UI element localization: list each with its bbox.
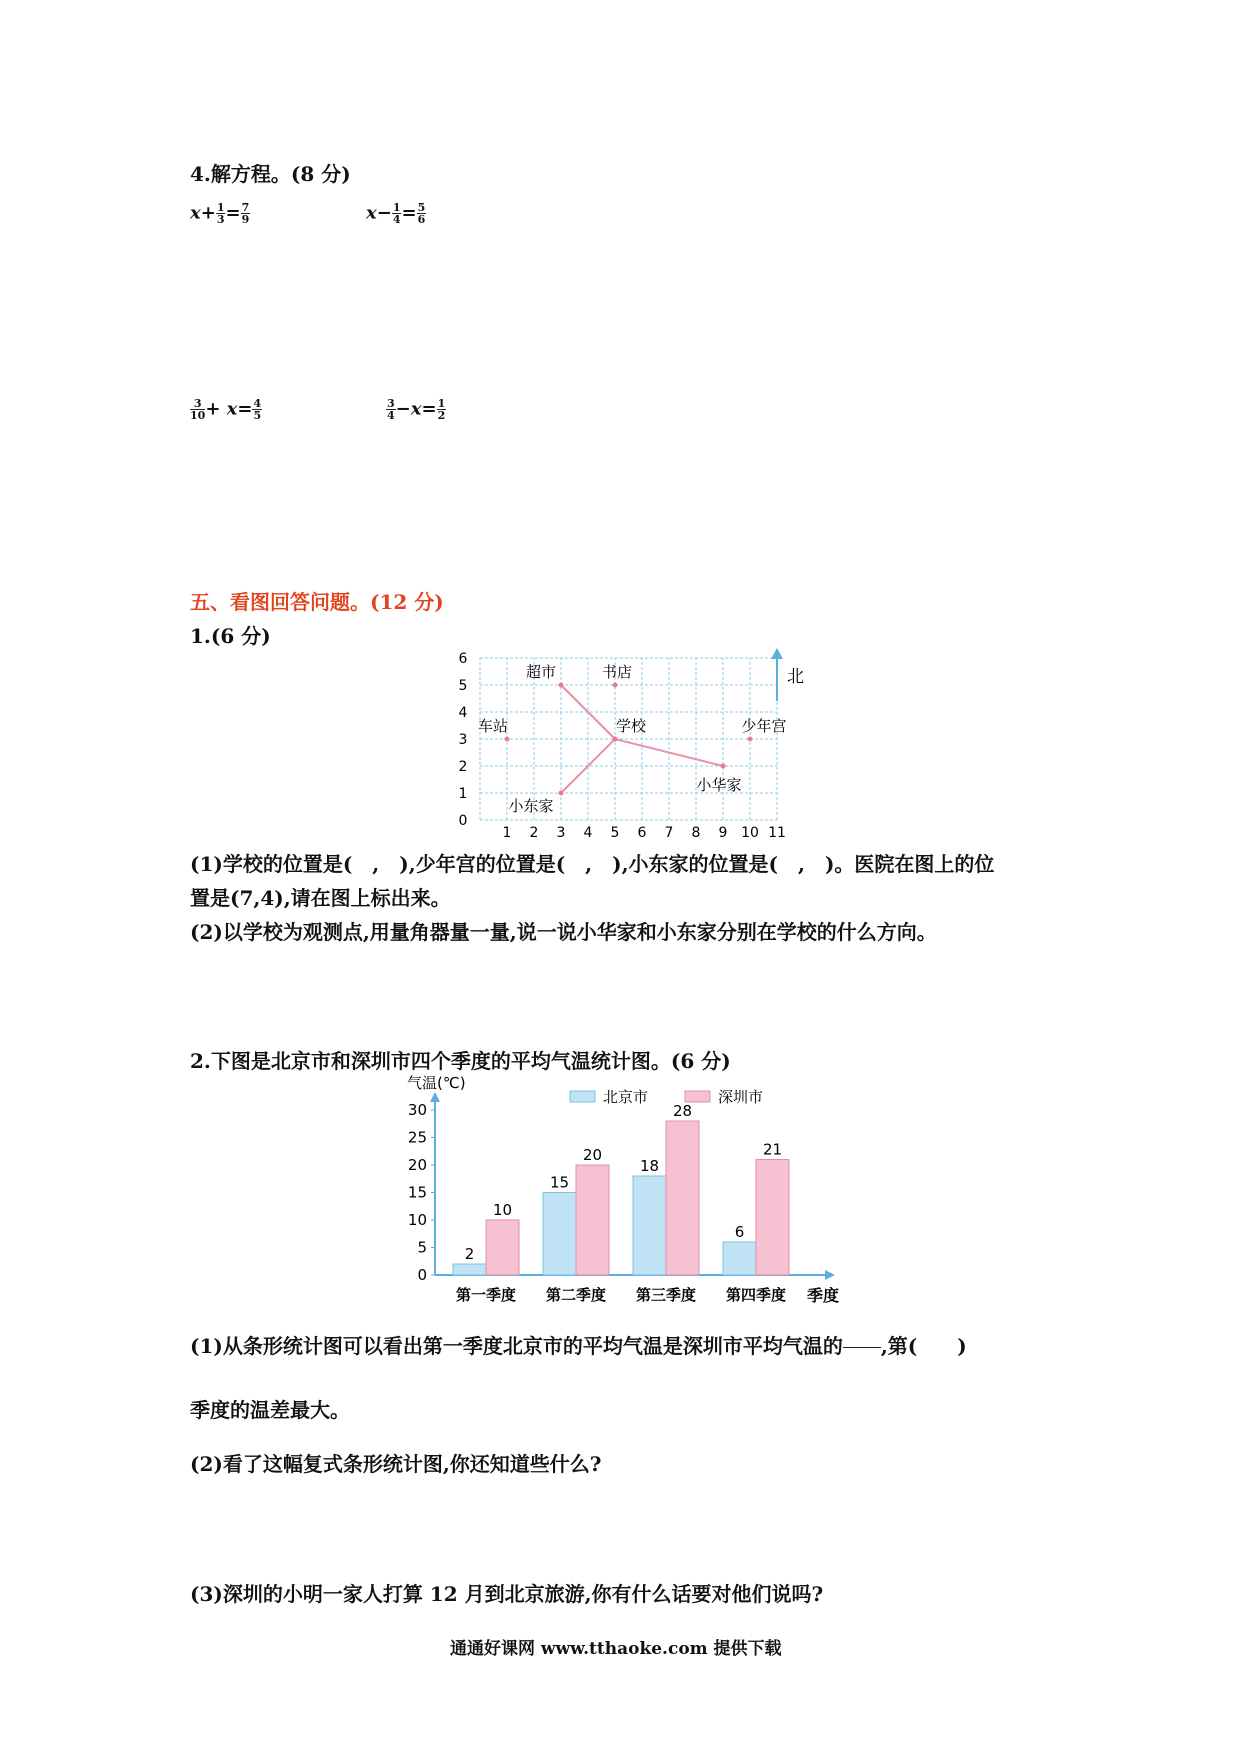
map-point (721, 764, 726, 769)
map-x-tick: 4 (583, 825, 593, 840)
chart-x-axis-label: 季度 (807, 1286, 840, 1305)
chart-category-label: 第一季度 (455, 1286, 517, 1304)
map-place-label: 超市 (525, 663, 557, 681)
north-label: 北 (787, 667, 804, 687)
chart-data-label: 20 (582, 1146, 603, 1164)
map-place-label: 车站 (477, 717, 509, 735)
map-x-tick: 6 (637, 825, 647, 840)
chart-y-tick-label: 20 (407, 1156, 427, 1174)
map-place-label: 学校 (615, 717, 647, 735)
map-x-tick: 10 (741, 825, 759, 840)
chart-bar (756, 1160, 789, 1276)
chart-y-tick-label: 25 (407, 1128, 427, 1147)
chart-y-tick-label: 30 (407, 1101, 427, 1119)
chart-legend-label: 北京市 (603, 1088, 649, 1106)
map-point (613, 737, 618, 742)
chart-y-tick-label: 15 (407, 1183, 427, 1202)
section5-title: 五、看图回答问题。(12 分) (190, 590, 444, 614)
map-y-tick: 1 (458, 786, 468, 802)
map-point (559, 791, 564, 796)
q1-label: 1.(6 分) (190, 624, 271, 648)
map-x-tick: 5 (610, 825, 620, 840)
coordinate-map (440, 645, 820, 840)
map-place-label: 少年宫 (741, 717, 787, 735)
map-x-tick: 9 (718, 825, 728, 840)
chart-y-tick-label: 10 (407, 1211, 427, 1229)
chart-bar (576, 1165, 609, 1275)
chart-legend (570, 1088, 763, 1106)
chart-category-label: 第二季度 (545, 1286, 607, 1304)
chart-data-label: 2 (464, 1245, 475, 1263)
equation-4: $\frac{3}{4}$ −x= $\frac{1}{2}$ (387, 397, 446, 422)
chart-category-label: 第四季度 (725, 1286, 787, 1304)
map-point (559, 683, 564, 688)
q1-sub2: (2)以学校为观测点,用量角器量一量,说一说小华家和小东家分别在学校的什么方向。 (190, 920, 937, 944)
chart-x-axis-arrow (825, 1270, 835, 1280)
q2-title: 2.下图是北京市和深圳市四个季度的平均气温统计图。(6 分) (190, 1049, 731, 1073)
chart-y-axis-label: 气温(℃) (407, 1074, 466, 1092)
chart-bar (723, 1242, 756, 1275)
north-arrow-icon (771, 648, 783, 701)
map-y-tick: 2 (458, 759, 468, 775)
section4-title: 4.解方程。(8 分) (190, 162, 351, 186)
chart-data-label: 21 (762, 1140, 783, 1159)
map-x-tick: 7 (664, 825, 674, 840)
map-x-tick: 1 (502, 825, 512, 840)
chart-legend-label: 深圳市 (718, 1088, 764, 1106)
chart-bar (666, 1121, 699, 1275)
chart-data-label: 10 (492, 1201, 513, 1219)
chart-bar (453, 1264, 486, 1275)
chart-bar (543, 1193, 576, 1276)
chart-category-label: 第三季度 (635, 1286, 697, 1304)
chart-y-tick-label: 0 (417, 1266, 427, 1284)
map-place-label: 小华家 (696, 776, 742, 794)
chart-data-label: 28 (672, 1102, 693, 1120)
map-grid (477, 658, 777, 820)
map-point (505, 737, 510, 742)
q1-sub1-line2: 置是(7,4),请在图上标出来。 (190, 886, 451, 910)
chart-data-label: 15 (549, 1173, 570, 1192)
footer-credit: 通通好课网 www.tthaoke.com 提供下载 (450, 1639, 782, 1659)
map-place-label: 书店 (601, 663, 633, 681)
q2-sub1: (1)从条形统计图可以看出第一季度北京市的平均气温是深圳市平均气温的 ,第( ) (190, 1334, 967, 1358)
chart-bar (486, 1220, 519, 1275)
map-point (613, 683, 618, 688)
map-x-tick: 3 (556, 825, 566, 840)
map-y-tick: 0 (458, 813, 468, 829)
chart-data-label: 6 (734, 1223, 745, 1241)
equation-2: x− $\frac{1}{4}$ = $\frac{5}{6}$ (366, 201, 426, 226)
chart-y-axis-arrow (430, 1092, 440, 1102)
map-x-tick: 8 (691, 825, 701, 840)
chart-y-tick-label: 5 (417, 1238, 427, 1257)
temperature-bar-chart (395, 1068, 855, 1308)
map-x-tick: 11 (768, 825, 786, 840)
equation-3: $\frac{3}{10}$ + x= $\frac{4}{5}$ (190, 397, 262, 422)
chart-legend-swatch (685, 1091, 710, 1102)
fraction-blank (843, 1338, 881, 1357)
q1-sub1-line1: (1)学校的位置是( , ),少年宫的位置是( , ),小东家的位置是( , )。医院在图上的位 (190, 852, 995, 876)
map-y-tick: 4 (458, 705, 468, 721)
map-y-tick: 3 (458, 732, 468, 748)
equation-1: x+ $\frac{1}{3}$ = $\frac{7}{9}$ (190, 201, 250, 226)
map-y-tick: 5 (458, 678, 468, 694)
chart-bar (633, 1176, 666, 1275)
q2-sub2: (2)看了这幅复式条形统计图,你还知道些什么? (190, 1452, 602, 1476)
q2-sub1-cont: 季度的温差最大。 (190, 1398, 350, 1422)
chart-legend-swatch (570, 1091, 595, 1102)
map-y-tick: 6 (458, 651, 468, 667)
map-place-label: 小东家 (508, 797, 554, 815)
chart-bars (453, 1121, 789, 1275)
map-point (748, 737, 753, 742)
map-x-tick: 2 (529, 825, 539, 840)
chart-data-label: 18 (639, 1157, 660, 1175)
q2-sub3: (3)深圳的小明一家人打算 12 月到北京旅游,你有什么话要对他们说吗? (190, 1582, 824, 1606)
